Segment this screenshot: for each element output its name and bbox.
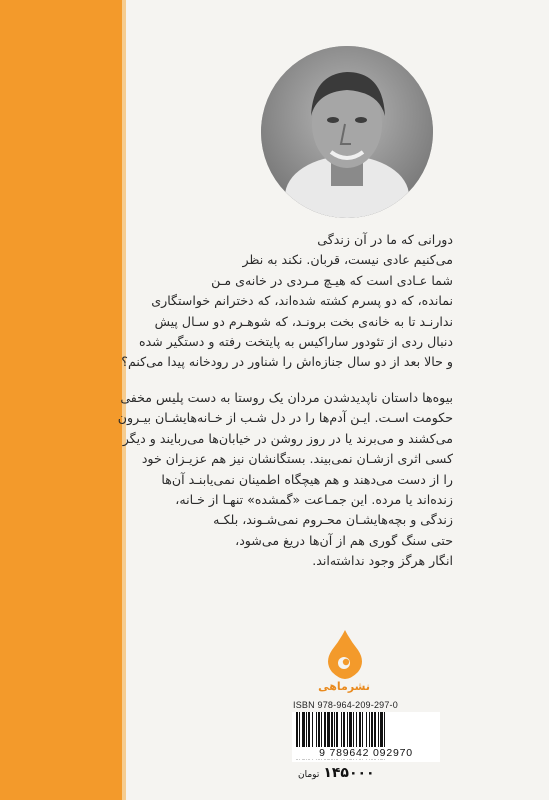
text-line: شما عـادی است که هیـچ مـردی در خانه‌ی مـن [211, 272, 453, 288]
text-line: زندگی و بچه‌هایشـان محـروم نمی‌شـوند، بلکـه [213, 512, 453, 528]
barcode-number: 9 789642 092970 [292, 747, 440, 759]
isbn-text: ISBN 978-964-209-297-0 [293, 700, 398, 710]
description-paragraph [113, 388, 453, 572]
text-line: و حالا بعد از دو سال جنازه‌اش را شناور در رودخانه پیدا می‌کنم؟ [121, 354, 453, 370]
text-line: دورانی که ما در آن زندگی [317, 232, 453, 247]
author-portrait [261, 46, 433, 218]
text-line: ندارنـد تا به خانه‌ی بخت برونـد، که شوهـرم دو سـال پیش [154, 313, 453, 329]
publisher-logo [320, 628, 370, 698]
price-currency: تومان [298, 770, 320, 780]
text-line: انگار هرگز وجود نداشته‌اند. [312, 553, 453, 569]
quote-paragraph [113, 230, 453, 373]
publisher-name: نشرماهی [318, 680, 370, 693]
text-line: کسی اثری ازشـان نمی‌بیند. بستگانشان نیز هم عزیـزان خود [141, 451, 453, 467]
text-line: نمانده، که دو پسرم کشته شده‌اند، که دخترانم خواستگاری [151, 293, 453, 309]
orange-spine-band [0, 0, 122, 800]
text-line: حکومت اسـت. ایـن آدم‌ها را در دل شـب از خـانه‌هایشـان بیـرون [117, 410, 453, 426]
text-line: زنده‌اند یا مرده. این جمـاعت «گمشده» تنهـا از خـانه، [175, 492, 453, 508]
text-line: می‌کشند و می‌برند یا در روز روشن در خیابان‌ها می‌ربایند و دیگر [122, 430, 453, 446]
text-line: دنبال ردی از تئودور ساراکیس به پایتخت رفته و دستگیر شده [138, 334, 453, 350]
text-line: حتی سنگ گوری هم از آن‌ها دریغ می‌شود، [235, 532, 453, 548]
text-line: بیوه‌ها داستان ناپدیدشدن مردان یک روستا به دست پلیس مخفی [120, 390, 453, 405]
price-value: ۱۴۵۰۰۰ [323, 765, 375, 781]
text-line: را از دست می‌دهند و هم هیچگاه اطمینان نمی‌یابنـد آن‌ها [161, 471, 453, 487]
price-label [298, 765, 375, 781]
fish-logo-icon [320, 628, 370, 680]
text-line: می‌کنیم عادی نیست، قربان. نکند به نظر [242, 252, 453, 268]
